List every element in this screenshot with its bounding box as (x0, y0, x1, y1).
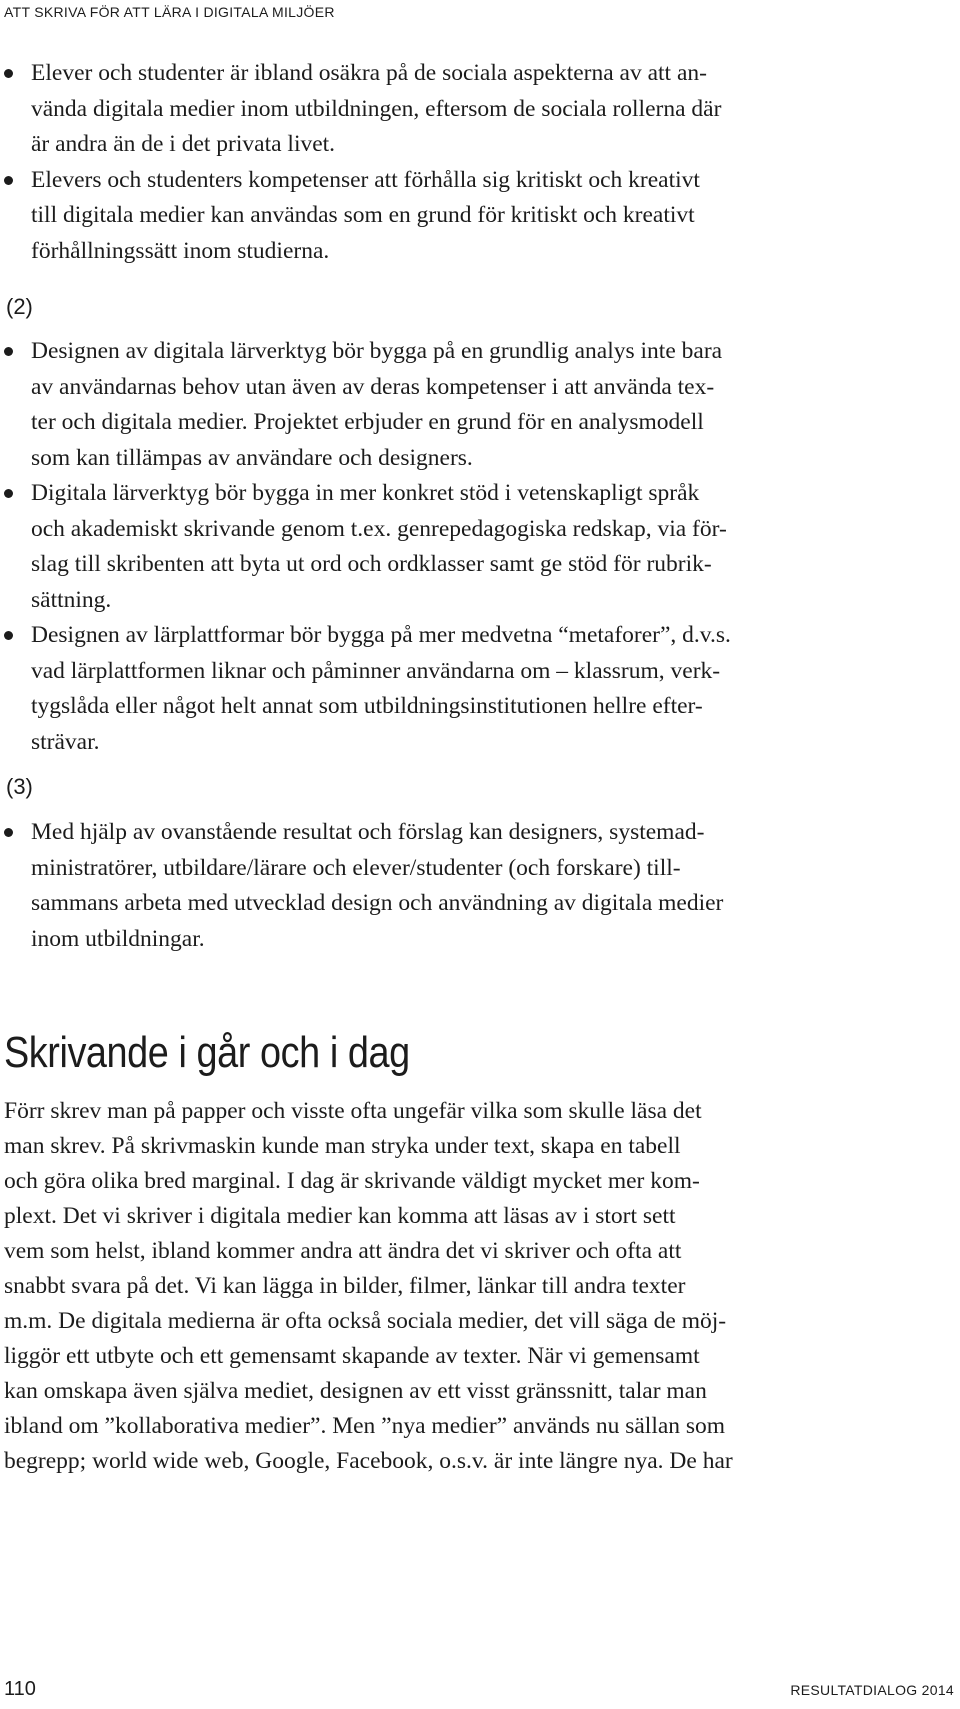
bullet-icon (4, 828, 13, 837)
bullet-item (0, 163, 950, 270)
text-line: Elever och studenter är ibland osäkra på de sociala aspekterna av att an- (31, 60, 707, 86)
bullet-list-section-3 (0, 815, 950, 957)
text-line: sättning. (31, 586, 112, 613)
body-paragraph (4, 1094, 954, 1479)
text-line: vad lärplattformen liknar och påminner användarna om – klassrum, verk- (31, 657, 721, 684)
text-line: slag till skribenten att byta ut ord och ordklasser samt ge stöd för rubrik- (31, 551, 712, 577)
bullet-icon (4, 489, 13, 498)
text-line: Elevers och studenters kompetenser att förhålla sig kritiskt och kreativt (31, 166, 700, 193)
text-line: sammans arbeta med utvecklad design och användning av digitala medier (31, 890, 724, 916)
text-line: man skrev. På skrivmaskin kunde man stryka under text, skapa en tabell (4, 1133, 681, 1159)
bullet-list-intro (0, 56, 950, 269)
bullet-list-section-2 (0, 334, 950, 760)
text-line: till digitala medier kan användas som en grund för kritiskt och kreativt (31, 202, 695, 228)
text-line: Med hjälp av ovanstående resultat och förslag kan designers, systemad- (31, 819, 705, 845)
text-line: begrepp; world wide web, Google, Facebook, o.s.v. är inte längre nya. De har (4, 1448, 733, 1474)
bullet-item (0, 56, 950, 163)
text-line: Designen av lärplattformar bör bygga på mer medvetna “metaforer”, d.v.s. (31, 622, 731, 648)
text-line: Designen av digitala lärverktyg bör bygga på en grundlig analys inte bara (31, 338, 723, 364)
bullet-icon (4, 631, 13, 640)
text-line: ter och digitala medier. Projektet erbjuder en grund för en analysmodell (31, 409, 704, 435)
text-line: ibland om ”kollaborativa medier”. Men ”nya medier” används nu sällan som (4, 1413, 726, 1439)
text-line: vem som helst, ibland kommer andra att ändra det vi skriver och ofta att (4, 1238, 682, 1264)
text-line: och göra olika bred marginal. I dag är skrivande väldigt mycket mer kom- (4, 1168, 700, 1194)
bullet-icon (4, 69, 13, 78)
text-line: av användarnas behov utan även av deras kompetenser i att använda tex- (31, 373, 715, 400)
bullet-item (0, 618, 950, 760)
section-heading: Skrivande i går och i dag (4, 1028, 410, 1077)
bullet-item (0, 815, 950, 957)
bullet-icon (4, 176, 13, 185)
text-line: liggör ett utbyte och ett gemensamt skapande av texter. När vi gemensamt (4, 1343, 700, 1369)
text-line: tygslåda eller något helt annat som utbildningsinstitutionen hellre efter- (31, 693, 703, 719)
bullet-item (0, 334, 950, 476)
text-line: ministratörer, utbildare/lärare och elever/studenter (och forskare) till- (31, 854, 681, 881)
publication-title: RESULTATDIALOG 2014 (790, 1682, 954, 1698)
text-line: vända digitala medier inom utbildningen, eftersom de sociala rollerna där (31, 95, 722, 122)
text-line: förhållningssätt inom studierna. (31, 237, 330, 264)
text-line: som kan tillämpas av användare och designers. (31, 444, 473, 471)
text-line: är andra än de i det privata livet. (31, 131, 336, 157)
running-head: ATT SKRIVA FÖR ATT LÄRA I DIGITALA MILJÖER (4, 4, 335, 20)
bullet-icon (4, 347, 13, 356)
text-line: m.m. De digitala medierna är ofta också sociala medier, det vill säga de möj- (4, 1308, 727, 1334)
bullet-item (0, 476, 950, 618)
text-line: Förr skrev man på papper och visste ofta ungefär vilka som skulle läsa det (4, 1098, 702, 1124)
text-line: kan omskapa även själva mediet, designen av ett visst gränssnitt, talar man (4, 1378, 707, 1404)
section-marker-3: (3) (6, 774, 33, 799)
section-marker-2: (2) (6, 294, 33, 319)
text-line: inom utbildningar. (31, 925, 205, 952)
text-line: Digitala lärverktyg bör bygga in mer konkret stöd i vetenskapligt språk (31, 480, 700, 506)
text-line: och akademiskt skrivande genom t.ex. genrepedagogiska redskap, via för- (31, 515, 727, 542)
text-line: plext. Det vi skriver i digitala medier kan komma att läsas av i stort sett (4, 1203, 676, 1229)
text-line: snabbt svara på det. Vi kan lägga in bilder, filmer, länkar till andra texter (4, 1273, 686, 1299)
page-number: 110 (4, 1678, 36, 1700)
text-line: strävar. (31, 728, 100, 755)
